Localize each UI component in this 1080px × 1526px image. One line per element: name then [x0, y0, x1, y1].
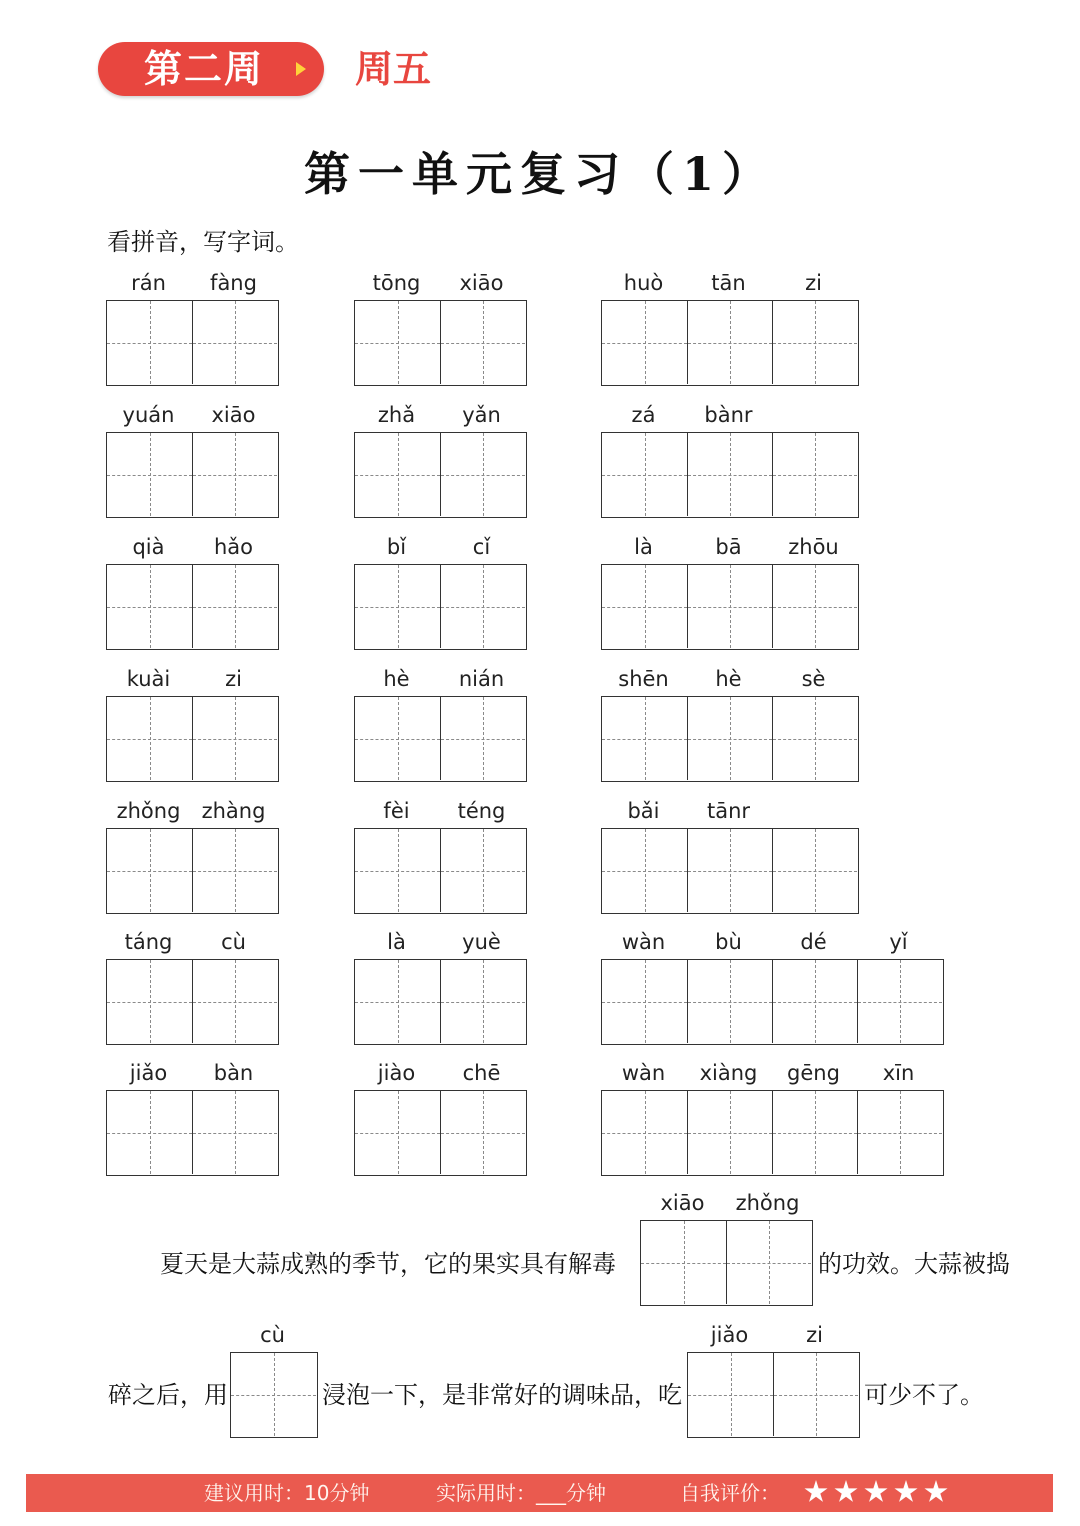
pinyin-label: sè	[801, 667, 826, 691]
week-label: 第二周	[144, 47, 265, 91]
character-cell[interactable]	[772, 697, 857, 780]
flower-icon[interactable]	[894, 1480, 918, 1504]
character-cell[interactable]	[192, 433, 277, 516]
character-cell[interactable]	[107, 960, 192, 1043]
pinyin-label: shēn	[618, 667, 669, 691]
pinyin-label: dé	[800, 930, 827, 954]
self-evaluation-label: 自我评价：	[680, 1481, 780, 1505]
character-cell[interactable]	[602, 960, 687, 1043]
writing-grid	[354, 828, 527, 914]
pinyin-label: tōng	[372, 271, 421, 295]
character-cell[interactable]	[192, 960, 277, 1043]
character-cell[interactable]	[772, 829, 857, 912]
writing-grid	[601, 828, 859, 914]
pinyin-label: táng	[124, 930, 173, 954]
pinyin-label: zi	[805, 271, 822, 295]
character-cell[interactable]	[355, 697, 440, 780]
character-cell[interactable]	[602, 433, 687, 516]
pinyin-label: rán	[131, 271, 166, 295]
pinyin-label: jiào	[377, 1061, 416, 1085]
pinyin-label: cù	[221, 930, 246, 954]
character-cell[interactable]	[355, 1091, 440, 1174]
writing-grid	[354, 432, 527, 518]
passage-line1-after: 的功效。大蒜被捣	[818, 1250, 1010, 1278]
actual-time: 实际用时：___分钟	[436, 1481, 606, 1505]
pinyin-label: fàng	[210, 271, 257, 295]
character-cell[interactable]	[107, 301, 192, 384]
character-cell[interactable]	[440, 960, 525, 1043]
arrow-right-icon	[296, 62, 306, 76]
pinyin-label: zhōu	[788, 535, 839, 559]
instruction: 看拼音，写字词。	[107, 228, 299, 256]
pinyin-label: tānr	[706, 799, 751, 823]
character-cell[interactable]	[641, 1221, 726, 1304]
character-cell[interactable]	[687, 829, 772, 912]
character-cell[interactable]	[107, 697, 192, 780]
character-cell[interactable]	[355, 829, 440, 912]
pinyin-label: bù	[715, 930, 742, 954]
pinyin-label: zhǎ	[377, 403, 416, 427]
flower-icon[interactable]	[834, 1480, 858, 1504]
character-cell[interactable]	[772, 433, 857, 516]
character-cell[interactable]	[231, 1353, 316, 1436]
character-cell[interactable]	[355, 433, 440, 516]
pinyin-label: xiāo	[211, 403, 256, 427]
passage-line2-after: 可少不了。	[864, 1381, 984, 1409]
character-cell[interactable]	[602, 565, 687, 648]
character-cell[interactable]	[440, 301, 525, 384]
character-cell[interactable]	[107, 1091, 192, 1174]
writing-grid	[106, 432, 279, 518]
suggested-time: 建议用时：10分钟	[204, 1481, 370, 1505]
pinyin-label: fèi	[383, 799, 410, 823]
pinyin-label: bǎi	[627, 799, 660, 823]
writing-grid	[354, 696, 527, 782]
pinyin-label: bǐ	[386, 535, 407, 559]
pinyin-label: kuài	[126, 667, 171, 691]
flower-icon[interactable]	[864, 1480, 888, 1504]
pinyin-label: yǐ	[889, 930, 908, 954]
character-cell[interactable]	[602, 1091, 687, 1174]
writing-grid	[601, 432, 859, 518]
writing-grid	[106, 828, 279, 914]
character-cell[interactable]	[773, 1353, 858, 1436]
pinyin-label: yuè	[462, 930, 501, 954]
writing-grid	[106, 1090, 279, 1176]
pinyin-label: zi	[225, 667, 242, 691]
character-cell[interactable]	[687, 697, 772, 780]
passage-line2-middle: 浸泡一下，是非常好的调味品，吃	[322, 1381, 682, 1409]
pinyin-label: xīn	[882, 1061, 915, 1085]
pinyin-label: xiàng	[699, 1061, 758, 1085]
pinyin-label: cù	[260, 1323, 285, 1347]
character-cell[interactable]	[687, 1091, 772, 1174]
pinyin-label: yǎn	[462, 403, 501, 427]
character-cell[interactable]	[355, 565, 440, 648]
pinyin-label: zhǒng	[735, 1191, 800, 1215]
pinyin-label: huò	[623, 271, 664, 295]
pinyin-label: zhǒng	[116, 799, 181, 823]
character-cell[interactable]	[857, 1091, 942, 1174]
writing-grid	[106, 300, 279, 386]
pinyin-label: hǎo	[213, 535, 254, 559]
writing-grid	[640, 1220, 813, 1306]
character-cell[interactable]	[192, 565, 277, 648]
character-cell[interactable]	[440, 829, 525, 912]
writing-grid	[601, 300, 859, 386]
rating-stars[interactable]	[804, 1480, 954, 1506]
character-cell[interactable]	[440, 433, 525, 516]
writing-grid	[687, 1352, 860, 1438]
writing-grid	[354, 1090, 527, 1176]
page-title: 第一单元复习（1）	[303, 147, 776, 201]
character-cell[interactable]	[192, 829, 277, 912]
pinyin-label: chē	[462, 1061, 501, 1085]
pinyin-label: hè	[383, 667, 410, 691]
writing-grid	[230, 1352, 318, 1438]
pinyin-label: tān	[711, 271, 746, 295]
pinyin-label: gēng	[787, 1061, 840, 1085]
pinyin-label: yuán	[122, 403, 175, 427]
writing-grid	[601, 1090, 944, 1176]
character-cell[interactable]	[772, 301, 857, 384]
day-label: 周五	[355, 47, 432, 91]
pinyin-label: nián	[458, 667, 505, 691]
footer-bar	[26, 1474, 1053, 1512]
passage-line2-before: 碎之后，用	[108, 1381, 228, 1409]
character-cell[interactable]	[440, 697, 525, 780]
character-cell[interactable]	[602, 829, 687, 912]
writing-grid	[601, 959, 944, 1045]
pinyin-label: qià	[132, 535, 165, 559]
week-badge	[98, 42, 324, 96]
character-cell[interactable]	[726, 1221, 811, 1304]
character-cell[interactable]	[107, 829, 192, 912]
character-cell[interactable]	[688, 1353, 773, 1436]
pinyin-label: téng	[457, 799, 506, 823]
writing-grid	[601, 564, 859, 650]
pinyin-label: là	[634, 535, 653, 559]
character-cell[interactable]	[440, 1091, 525, 1174]
writing-grid	[106, 696, 279, 782]
pinyin-label: zi	[806, 1323, 823, 1347]
pinyin-label: bànr	[704, 403, 753, 427]
pinyin-label: jiǎo	[710, 1323, 749, 1347]
pinyin-label: bàn	[213, 1061, 254, 1085]
passage-line1-before: 夏天是大蒜成熟的季节，它的果实具有解毒	[160, 1250, 616, 1278]
pinyin-label: xiāo	[459, 271, 504, 295]
pinyin-label: zhàng	[201, 799, 266, 823]
writing-grid	[601, 696, 859, 782]
character-cell[interactable]	[602, 301, 687, 384]
character-cell[interactable]	[107, 433, 192, 516]
flower-icon[interactable]	[804, 1480, 828, 1504]
character-cell[interactable]	[687, 960, 772, 1043]
pinyin-label: wàn	[621, 930, 666, 954]
character-cell[interactable]	[772, 565, 857, 648]
pinyin-label: jiǎo	[129, 1061, 168, 1085]
pinyin-label: bā	[715, 535, 742, 559]
writing-grid	[354, 300, 527, 386]
character-cell[interactable]	[107, 565, 192, 648]
character-cell[interactable]	[857, 960, 942, 1043]
character-cell[interactable]	[192, 301, 277, 384]
character-cell[interactable]	[355, 960, 440, 1043]
flower-icon[interactable]	[924, 1480, 948, 1504]
writing-grid	[106, 959, 279, 1045]
pinyin-label: cǐ	[472, 535, 491, 559]
character-cell[interactable]	[687, 301, 772, 384]
character-cell[interactable]	[440, 565, 525, 648]
pinyin-label: zá	[631, 403, 656, 427]
pinyin-label: xiāo	[660, 1191, 705, 1215]
pinyin-label: hè	[715, 667, 742, 691]
pinyin-label: là	[387, 930, 406, 954]
writing-grid	[106, 564, 279, 650]
pinyin-label: wàn	[621, 1061, 666, 1085]
writing-grid	[354, 959, 527, 1045]
character-cell[interactable]	[192, 1091, 277, 1174]
writing-grid	[354, 564, 527, 650]
character-cell[interactable]	[687, 433, 772, 516]
character-cell[interactable]	[192, 697, 277, 780]
character-cell[interactable]	[602, 697, 687, 780]
character-cell[interactable]	[772, 960, 857, 1043]
character-cell[interactable]	[355, 301, 440, 384]
character-cell[interactable]	[687, 565, 772, 648]
character-cell[interactable]	[772, 1091, 857, 1174]
